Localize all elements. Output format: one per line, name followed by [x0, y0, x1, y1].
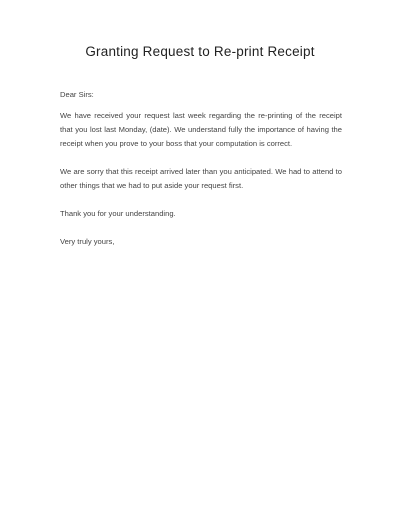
document-title: Granting Request to Re-print Receipt — [85, 44, 315, 59]
paragraph: Thank you for your understanding. — [60, 209, 176, 218]
closing: Very truly yours, — [60, 237, 115, 246]
salutation: Dear Sirs: — [60, 90, 94, 99]
letter-body — [60, 88, 342, 263]
paragraph: We have received your request last week regarding the re-printing of the receipt that you lost last Monday, (date). We understand fully the importance of having the receipt when you prove to your boss that your computation is correct. — [60, 111, 342, 148]
paragraph: We are sorry that this receipt arrived later than you anticipated. We had to attend to other things that we had to put aside your request first. — [60, 167, 342, 190]
